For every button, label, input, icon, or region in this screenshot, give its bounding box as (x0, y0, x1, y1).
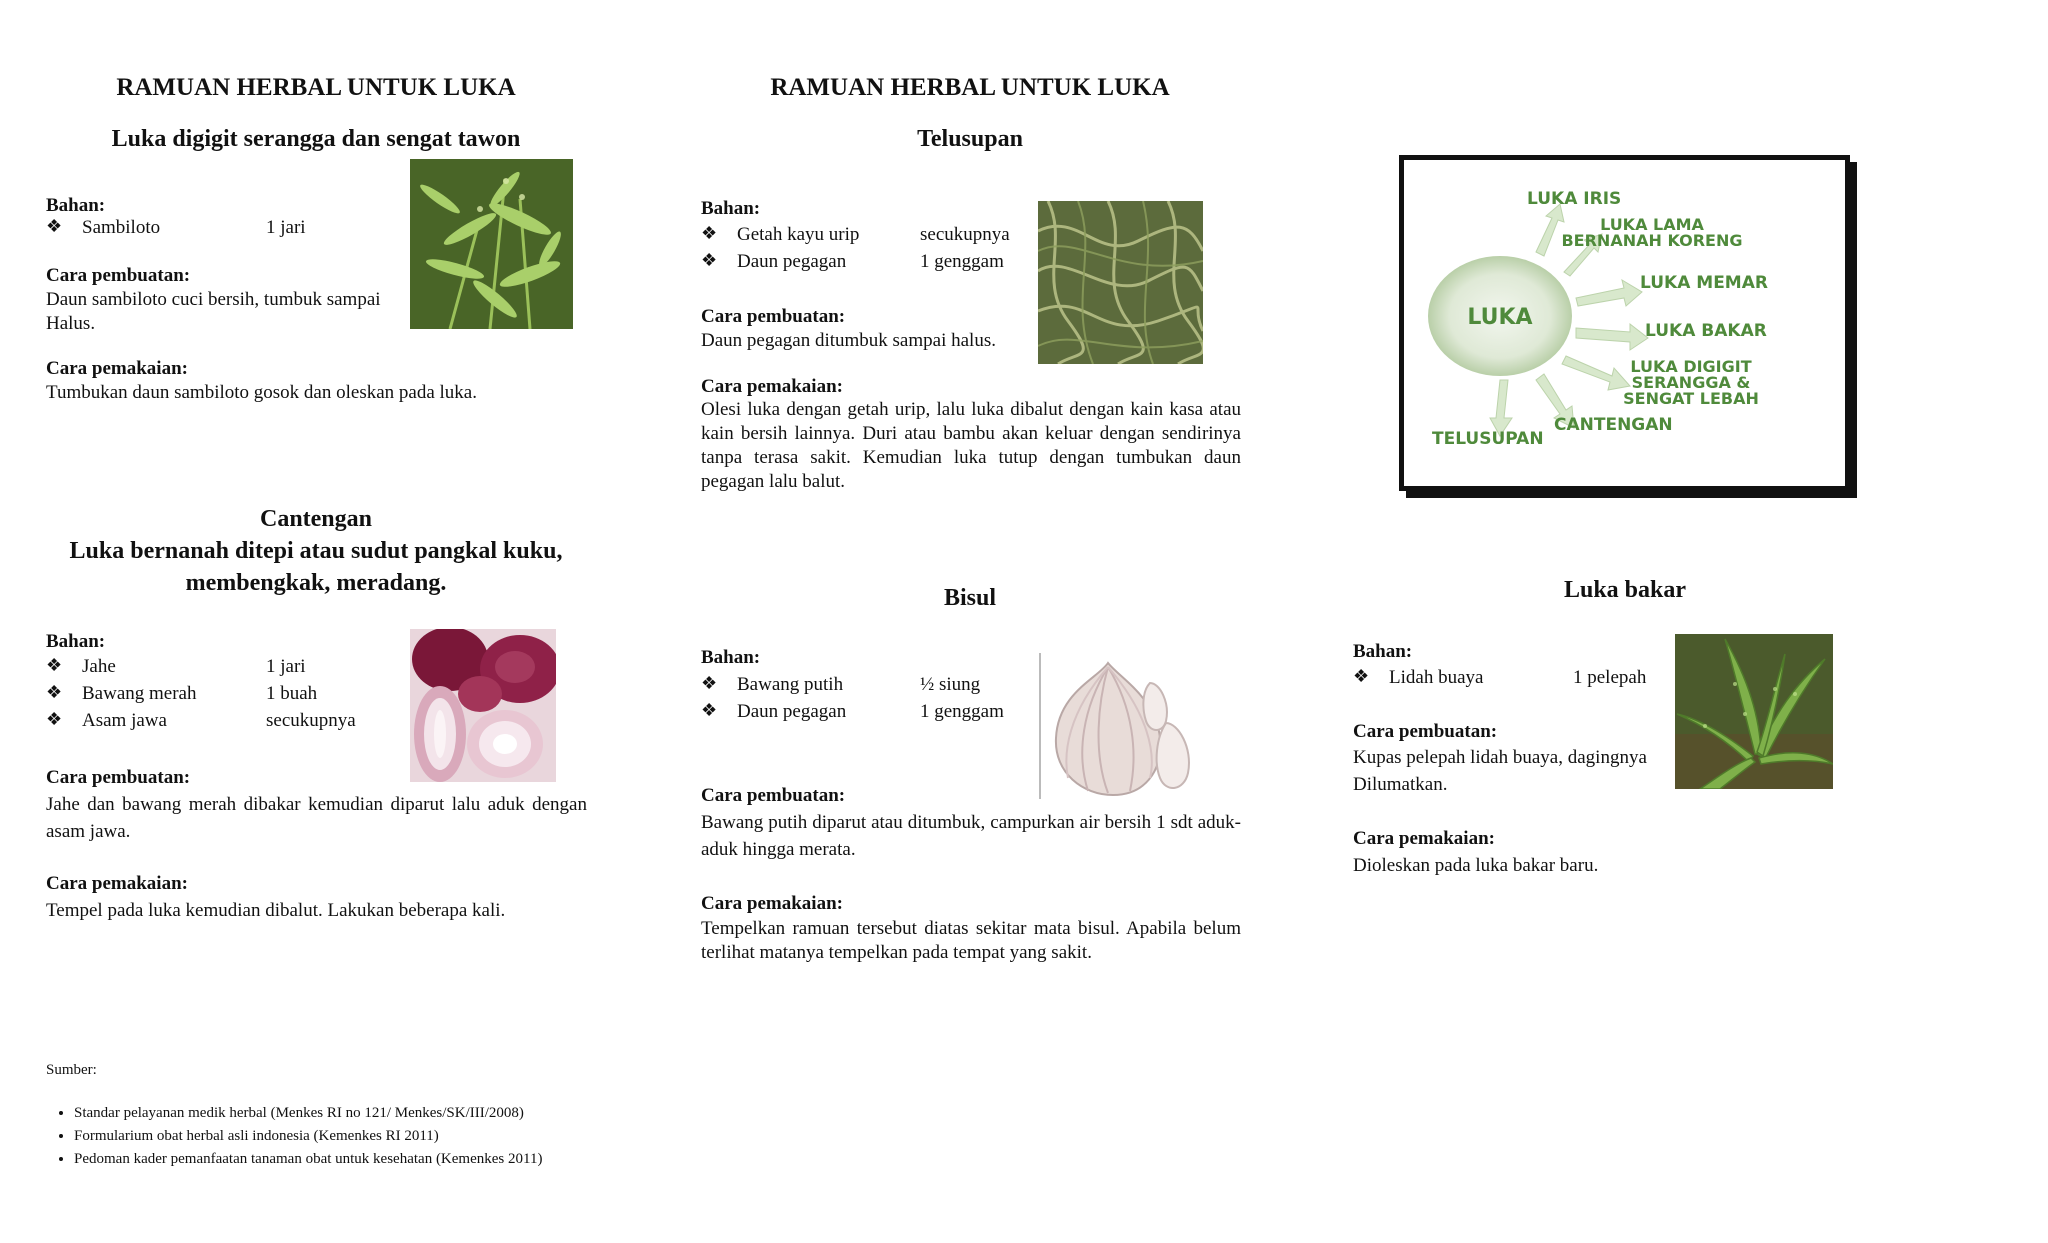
ingredient-name: Asam jawa (82, 710, 167, 731)
col3-sec1-pemakaian-label: Cara pemakaian: (1353, 828, 1495, 849)
col1-sec2-heading: Cantengan (259, 506, 373, 532)
col2-sec1-pembuatan: Daun pegagan ditumbuk sampai halus. (701, 330, 996, 351)
diamond-bullet-icon: ❖ (701, 700, 718, 720)
col1-sec1-bahan-label: Bahan: (46, 195, 106, 216)
col1-sec2-bahan-label: Bahan: (46, 631, 106, 652)
col3-sec1-pemakaian: Dioleskan pada luka bakar baru. (1353, 855, 1599, 876)
col2-sec1-bahan-label: Bahan: (701, 198, 761, 219)
arrow-telusupan-icon (1490, 380, 1512, 436)
col1-title: RAMUAN HERBAL UNTUK LUKA (116, 74, 516, 101)
ingredient-row (701, 251, 1031, 278)
ingredient-row (701, 701, 1031, 728)
col3-sec1-pembuatan-label: Cara pembuatan: (1353, 721, 1498, 742)
col2-sec1-pemakaian-label: Cara pemakaian: (701, 376, 843, 397)
ingredient-name: Daun pegagan (737, 701, 847, 722)
ingredient-qty: 1 jari (266, 217, 306, 238)
source-item: • Formularium obat herbal asli indonesia (Kemenkes RI 2011) (74, 1128, 606, 1145)
diamond-bullet-icon: ❖ (46, 655, 63, 675)
ingredient-name: Lidah buaya (1389, 667, 1484, 688)
ingredient-qty: secukupnya (266, 710, 356, 731)
col2-sec2-pemakaian: Tempelkan ramuan tersebut diatas sekitar mata bisul. Apabila belum terlihat matanya tempelkan pada tempat yang sakit. (701, 918, 1241, 963)
diagram-label-digigit-3: SENGAT LEBAH (1623, 389, 1759, 408)
col1-sec2-pembuatan: Jahe dan bawang merah dibakar kemudian diparut lalu aduk dengan asam jawa. (46, 794, 587, 842)
diamond-bullet-icon: ❖ (46, 216, 63, 236)
col1-sec2-subheading-line1: Luka bernanah ditepi atau sudut pangkal kuku, (69, 538, 563, 564)
col1-sec2-pembuatan-label: Cara pembuatan: (46, 767, 191, 788)
ingredient-qty: 1 genggam (920, 701, 1004, 722)
arrow-digigit-icon (1562, 356, 1630, 390)
col2-sec1-pembuatan-label: Cara pembuatan: (701, 306, 846, 327)
pegagan-photo (1038, 201, 1203, 364)
col2-sec2-pembuatan-label: Cara pembuatan: (701, 785, 846, 806)
sambiloto-photo (410, 159, 573, 329)
col3-sec1-heading: Luka bakar (1563, 577, 1687, 603)
col1-sec2-subheading-line2: membengkak, meradang. (185, 570, 447, 596)
col3-sec1-pembuatan-line1: Kupas pelepah lidah buaya, dagingnya (1353, 747, 1647, 768)
col1-sec1-pembuatan-label: Cara pembuatan: (46, 265, 191, 286)
col1-sec2-pemakaian: Tempel pada luka kemudian dibalut. Lakukan beberapa kali. (46, 900, 506, 921)
col1-sec1-pemakaian: Tumbukan daun sambiloto gosok dan oleskan pada luka. (46, 382, 477, 403)
ingredient-name: Daun pegagan (737, 251, 847, 272)
diagram-label-iris: LUKA IRIS (1527, 189, 1622, 209)
bawang-merah-photo (410, 629, 556, 782)
ingredient-row (701, 674, 1031, 701)
ingredient-row (46, 683, 406, 710)
col2-sec2-heading: Bisul (943, 585, 997, 611)
col3-sec1-pembuatan-line2: Dilumatkan. (1353, 774, 1448, 795)
arrow-bakar-icon (1576, 324, 1648, 350)
ingredient-name: Getah kayu urip (737, 224, 860, 245)
diamond-bullet-icon: ❖ (46, 709, 63, 729)
ingredient-qty: secukupnya (920, 224, 1010, 245)
col2-title: RAMUAN HERBAL UNTUK LUKA (770, 74, 1170, 101)
ingredient-row (46, 710, 406, 737)
diagram-label-lama-2: BERNANAH KORENG (1561, 231, 1743, 250)
sources-list (46, 1105, 606, 1174)
diagram-label-cantengan: CANTENGAN (1554, 415, 1673, 435)
col1-sec1-heading: Luka digigit serangga dan sengat tawon (111, 126, 521, 152)
col2-sec2-pemakaian-label: Cara pemakaian: (701, 893, 843, 914)
col3-sec1-bahan-label: Bahan: (1353, 641, 1413, 662)
diagram-label-memar: LUKA MEMAR (1640, 273, 1768, 293)
ingredient-qty: 1 pelepah (1573, 667, 1647, 688)
ingredient-qty: 1 genggam (920, 251, 1004, 272)
ingredient-row (46, 656, 406, 683)
diamond-bullet-icon: ❖ (1353, 666, 1370, 686)
col1-sec2-pemakaian-label: Cara pemakaian: (46, 873, 188, 894)
ingredient-qty: 1 buah (266, 683, 318, 704)
ingredient-name: Bawang putih (737, 674, 844, 695)
source-item: • Pedoman kader pemanfaatan tanaman obat untuk kesehatan (Kemenkes 2011) (74, 1151, 606, 1168)
diagram-label-lama-1: LUKA LAMA (1600, 215, 1704, 234)
ingredient-qty: ½ siung (920, 674, 981, 695)
luka-diagram (1399, 155, 1850, 491)
col1-sec1-pemakaian-label: Cara pemakaian: (46, 358, 188, 379)
diamond-bullet-icon: ❖ (701, 223, 718, 243)
ingredient-qty: 1 jari (266, 656, 306, 677)
col2-sec1-heading: Telusupan (917, 126, 1023, 152)
arrow-iris-icon (1536, 204, 1564, 256)
col1-sec1-pembuatan-line2: Halus. (46, 313, 96, 334)
col2-sec2-pembuatan: Bawang putih diparut atau ditumbuk, campurkan air bersih 1 sdt aduk-aduk hingga merata. (701, 812, 1241, 860)
source-item: • Standar pelayanan medik herbal (Menkes RI no 121/ Menkes/SK/III/2008) (74, 1105, 606, 1122)
col1-sec1-pembuatan-line1: Daun sambiloto cuci bersih, tumbuk sampai (46, 289, 381, 310)
arrow-memar-icon (1576, 280, 1642, 306)
diamond-bullet-icon: ❖ (46, 682, 63, 702)
ingredient-name: Sambiloto (82, 217, 161, 238)
ingredient-row (701, 224, 1031, 251)
diagram-label-telusupan: TELUSUPAN (1432, 429, 1544, 449)
col2-sec1-pemakaian: Olesi luka dengan getah urip, lalu luka dibalut dengan kain kasa atau kain bersih lainnya. Duri atau bambu akan keluar dengan sendirinya tanpa terasa sakit. Kemudian luka tutup dengan tumbukan daun pegagan lalu balut. (701, 399, 1241, 492)
col2-sec2-bahan-label: Bahan: (701, 647, 761, 668)
diagram-label-digigit-2: SERANGGA & (1631, 373, 1751, 392)
lidah-buaya-photo (1675, 634, 1833, 789)
ingredient-name: Bawang merah (82, 683, 197, 704)
ingredient-row (46, 217, 406, 244)
sources-label: Sumber: (46, 1062, 97, 1078)
diagram-center-label: LUKA (1467, 305, 1533, 330)
ingredient-row (1353, 667, 1683, 694)
bawang-putih-photo (1038, 653, 1201, 799)
diamond-bullet-icon: ❖ (701, 250, 718, 270)
diagram-label-bakar: LUKA BAKAR (1645, 321, 1767, 341)
ingredient-name: Jahe (82, 656, 116, 677)
diagram-label-digigit-1: LUKA DIGIGIT (1630, 357, 1752, 376)
diamond-bullet-icon: ❖ (701, 673, 718, 693)
